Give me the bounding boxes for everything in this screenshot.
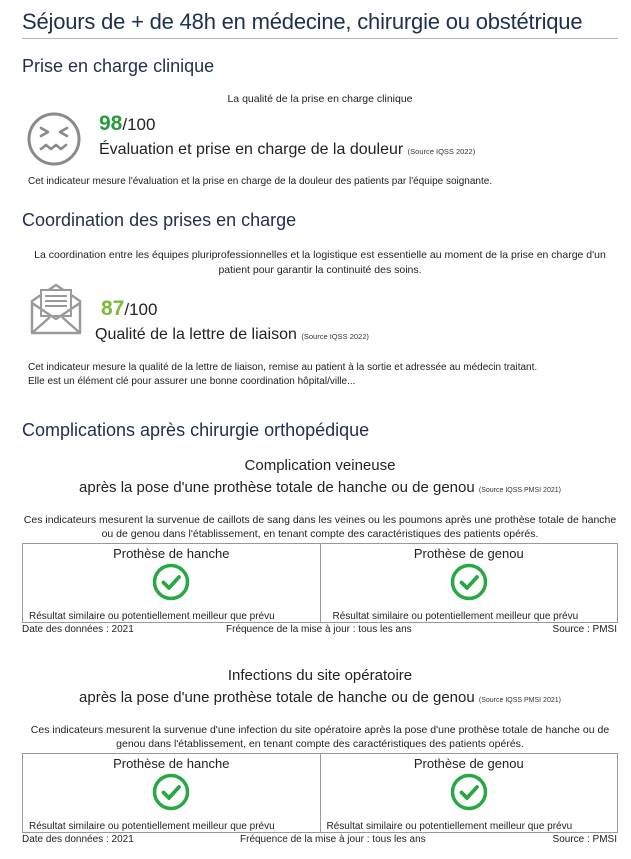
infections-description: Ces indicateurs mesurent la survenue d'une infection du site opératoire après la pose d'une prothèse totale de hanche ou de genou dans l'établissement, en tenant compte des caractéristiques des patients opérés. <box>30 724 610 750</box>
infections-footer-frequency: Fréquence de la mise à jour : tous les ans <box>240 834 426 845</box>
venous-cell-hip <box>23 544 321 622</box>
check-circle-icon <box>450 773 488 816</box>
clinical-score-value: 98 <box>99 112 123 135</box>
coordination-intro: La coordination entre les équipes pluriprofessionnelles et la logistique est essentielle au moment de la prise en charge d'un patient pour garantir la continuité des soins. <box>34 249 606 276</box>
clinical-metric-label: Évaluation et prise en charge de la douleur <box>99 141 404 158</box>
coordination-score-total: /100 <box>124 300 158 319</box>
clinical-score <box>99 112 155 136</box>
check-circle-icon <box>450 563 488 606</box>
pain-face-icon <box>26 111 82 167</box>
infections-cell-knee-label: Prothèse de genou <box>413 756 524 771</box>
venous-cell-hip-label: Prothèse de hanche <box>113 546 230 561</box>
venous-cell-knee-result: Résultat similaire ou potentiellement meilleur que prévu <box>332 611 579 622</box>
venous-description: Ces indicateurs mesurent la survenue de caillots de sang dans les veines ou les poumons après une prothèse totale de hanche ou de genou dans l'établissement, en tenant compte des caractéristiques des patients opérés. <box>23 514 617 540</box>
venous-subtitle <box>22 479 618 496</box>
infections-cell-knee <box>321 754 618 832</box>
infections-results-table <box>22 753 618 833</box>
venous-footer-date: Date des données : 2021 <box>22 624 134 635</box>
venous-cell-hip-result: Résultat similaire ou potentiellement meilleur que prévu <box>29 611 275 622</box>
envelope-letter-icon <box>28 281 84 337</box>
venous-cell-knee-label: Prothèse de genou <box>413 546 524 561</box>
venous-title: Complication veineuse <box>244 457 396 474</box>
venous-footer-frequency: Fréquence de la mise à jour : tous les ans <box>226 624 412 635</box>
venous-cell-knee <box>321 544 618 622</box>
coordination-score <box>101 297 157 321</box>
page-title: Séjours de + de 48h en médecine, chirurgie ou obstétrique <box>22 9 583 34</box>
coordination-score-value: 87 <box>101 297 125 320</box>
infections-subtitle-text: après la pose d'une prothèse totale de hanche ou de genou <box>79 689 475 706</box>
title-divider <box>22 38 618 39</box>
clinical-metric <box>99 141 475 159</box>
venous-subtitle-text: après la pose d'une prothèse totale de hanche ou de genou <box>79 479 475 496</box>
infections-cell-knee-result: Résultat similaire ou potentiellement meilleur que prévu <box>326 821 573 832</box>
check-circle-icon <box>152 773 190 816</box>
infections-title: Infections du site opératoire <box>227 667 413 684</box>
infections-footer-date: Date des données : 2021 <box>22 834 134 845</box>
infections-cell-hip <box>23 754 321 832</box>
check-circle-icon <box>152 563 190 606</box>
clinical-metric-source: (Source IQSS 2022) <box>407 147 476 156</box>
infections-cell-hip-label: Prothèse de hanche <box>113 756 230 771</box>
clinical-description: Cet indicateur mesure l'évaluation et la prise en charge de la douleur des patients par l'équipe soignante. <box>28 176 493 187</box>
coordination-description-line2: Elle est un élément clé pour assurer une bonne coordination hôpital/ville... <box>28 376 356 387</box>
infections-footer-source: Source : PMSI <box>552 834 617 845</box>
coordination-metric-label: Qualité de la lettre de liaison <box>95 326 297 343</box>
coordination-description-line1: Cet indicateur mesure la qualité de la lettre de liaison, remise au patient à la sortie et adressée au médecin traitant. <box>28 362 538 373</box>
venous-source: (Source IQSS PMSI 2021) <box>478 487 561 494</box>
venous-results-table <box>22 543 618 623</box>
venous-footer-source: Source : PMSI <box>552 624 617 635</box>
infections-cell-hip-result: Résultat similaire ou potentiellement meilleur que prévu <box>29 821 275 832</box>
infections-subtitle <box>22 689 618 706</box>
coordination-metric <box>95 326 369 344</box>
section-title-clinical: Prise en charge clinique <box>22 56 215 76</box>
clinical-subtitle: La qualité de la prise en charge clinique <box>227 93 413 105</box>
coordination-metric-source: (Source IQSS 2022) <box>301 332 369 341</box>
section-title-complications: Complications après chirurgie orthopédique <box>22 420 370 440</box>
section-title-coordination: Coordination des prises en charge <box>22 210 297 230</box>
clinical-score-total: /100 <box>122 115 156 134</box>
infections-source: (Source IQSS PMSI 2021) <box>478 697 561 704</box>
